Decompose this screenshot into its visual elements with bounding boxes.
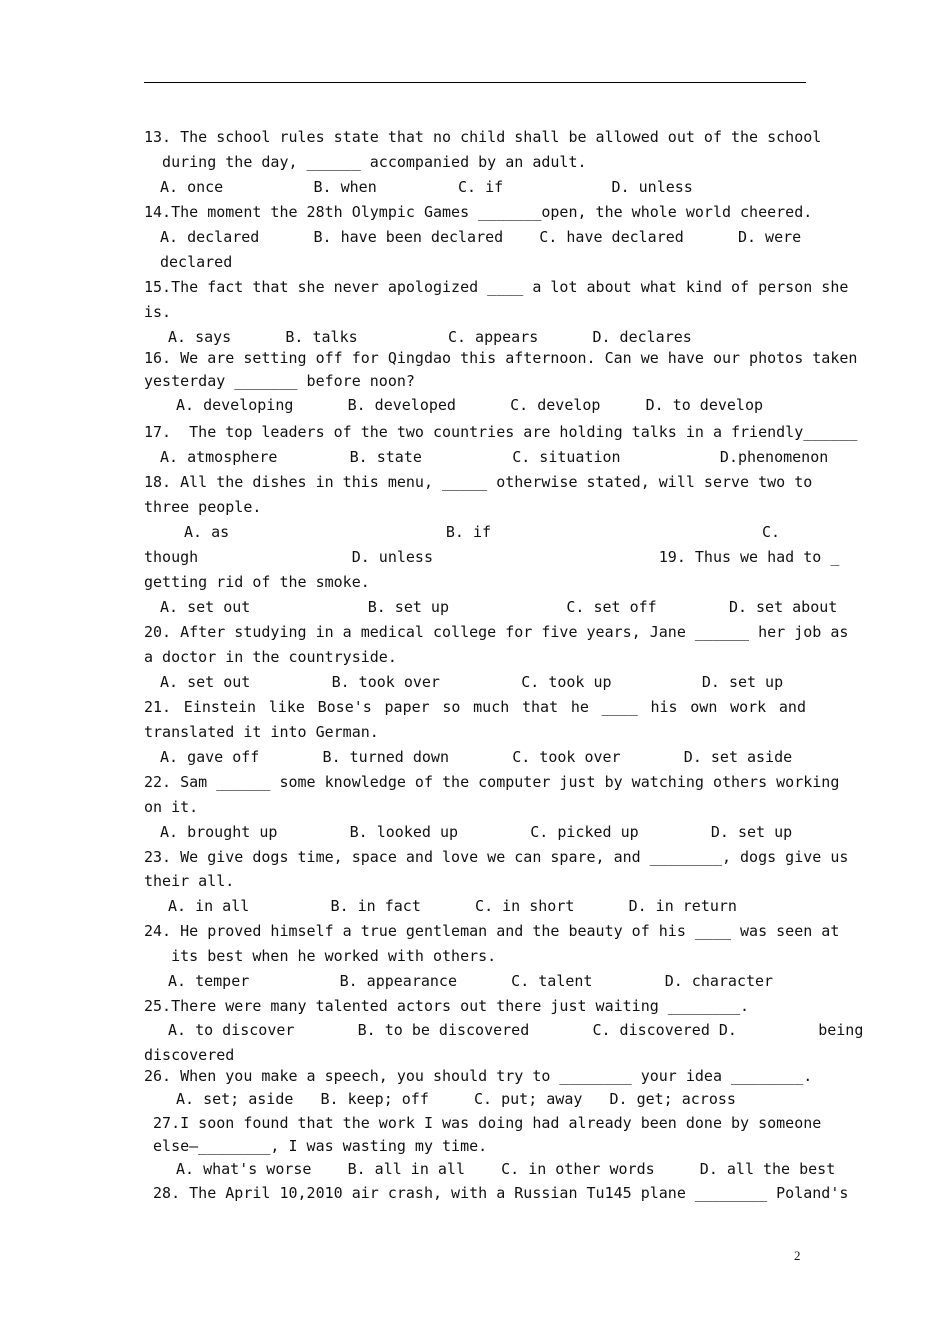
answer-options: A. what's worse B. all in all C. in other words D. all the best	[176, 1160, 836, 1178]
answer-options: A. to discover B. to be discovered C. discovered D. being	[168, 1021, 864, 1039]
question-text: their all.	[144, 872, 235, 890]
answer-options: A. brought up B. looked up C. picked up D. set up	[160, 823, 793, 841]
answer-options: A. says B. talks C. appears D. declares	[168, 328, 692, 346]
header-rule	[144, 82, 806, 83]
answer-options-continued: discovered	[144, 1046, 235, 1064]
answer-options: A. developing B. developed C. develop D. to develop	[176, 396, 763, 414]
answer-options: A. set; aside B. keep; off C. put; away D. get; across	[176, 1090, 736, 1108]
page-number: 2	[794, 1248, 801, 1263]
answer-options: A. set out B. set up C. set off D. set about	[160, 598, 838, 616]
question-text: its best when he worked with others.	[144, 947, 497, 965]
question-text: else—________, I was wasting my time.	[144, 1137, 488, 1155]
question-text: yesterday _______ before noon?	[144, 372, 415, 390]
question-text: getting rid of the smoke.	[144, 573, 370, 591]
question-text: 14.The moment the 28th Olympic Games _______open, the whole world cheered.	[144, 203, 813, 221]
answer-options: A. set out B. took over C. took up D. set up	[160, 673, 784, 691]
answer-options: A. temper B. appearance C. talent D. character	[168, 972, 774, 990]
question-text: 24. He proved himself a true gentleman and the beauty of his ____ was seen at	[144, 922, 840, 940]
question-text: 13. The school rules state that no child shall be allowed out of the school	[144, 128, 822, 146]
question-text: 28. The April 10,2010 air crash, with a Russian Tu145 plane ________ Poland's	[144, 1184, 849, 1202]
answer-options: A. once B. when C. if D. unless	[160, 178, 693, 196]
question-text: a doctor in the countryside.	[144, 648, 397, 666]
question-text: 15.The fact that she never apologized ____ a lot about what kind of person she	[144, 278, 849, 296]
question-text: three people.	[144, 498, 262, 516]
question-text: on it.	[144, 798, 199, 816]
question-text: during the day, ______ accompanied by an adult.	[144, 153, 587, 171]
question-text: 23. We give dogs time, space and love we can spare, and ________, dogs give us	[144, 848, 849, 866]
question-text: 21. Einstein like Bose's paper so much that he ____ his own work and	[144, 698, 806, 716]
question-text: 17. The top leaders of the two countries are holding talks in a friendly______	[144, 423, 858, 441]
answer-options-continued: declared	[160, 253, 233, 271]
question-text: 22. Sam ______ some knowledge of the computer just by watching others working	[144, 773, 840, 791]
question-text: 25.There were many talented actors out there just waiting ________.	[144, 997, 750, 1015]
question-text: translated it into German.	[144, 723, 379, 741]
answer-options: A. declared B. have been declared C. have declared D. were	[160, 228, 802, 246]
answer-options: A. as B. if C.	[184, 523, 781, 541]
answer-options-continued: though D. unless 19. Thus we had to _	[144, 548, 840, 566]
question-text: 26. When you make a speech, you should try to ________ your idea ________.	[144, 1067, 813, 1085]
question-text: 27.I soon found that the work I was doing had already been done by someone	[144, 1114, 822, 1132]
answer-options: A. in all B. in fact C. in short D. in return	[168, 897, 737, 915]
answer-options: A. gave off B. turned down C. took over D. set aside	[160, 748, 793, 766]
question-text: 18. All the dishes in this menu, _____ otherwise stated, will serve two to	[144, 473, 813, 491]
question-text: 16. We are setting off for Qingdao this afternoon. Can we have our photos taken	[144, 349, 858, 367]
answer-options: A. atmosphere B. state C. situation D.phenomenon	[160, 448, 829, 466]
question-text: 20. After studying in a medical college for five years, Jane ______ her job as	[144, 623, 849, 641]
question-text: is.	[144, 303, 172, 321]
